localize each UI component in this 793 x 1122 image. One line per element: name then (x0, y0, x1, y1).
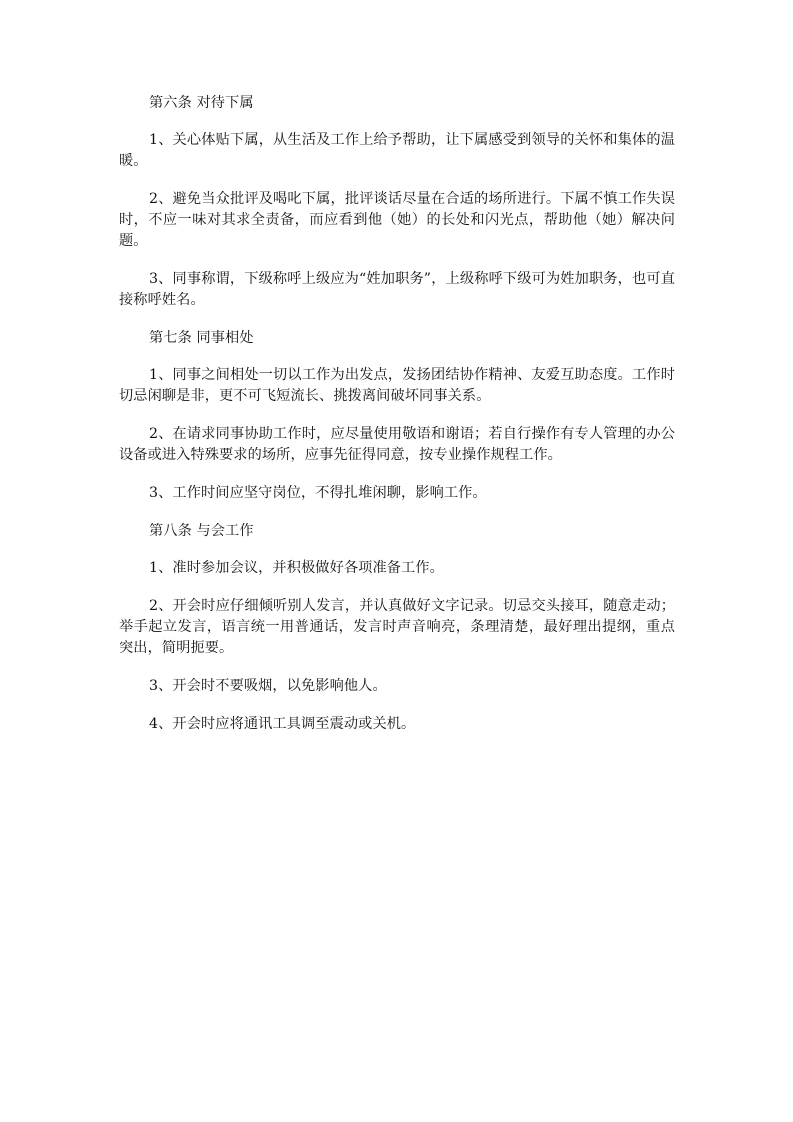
paragraph: 3、同事称谓，下级称呼上级应为“姓加职务”，上级称呼下级可为姓加职务，也可直接称呼姓名。 (119, 271, 675, 308)
paragraph: 1、同事之间相处一切以工作为出发点，发扬团结协作精神、友爱互助态度。工作时切忌闲聊是非，更不可飞短流长、挑拨离间破坏同事关系。 (119, 367, 675, 404)
paragraph: 3、开会时不要吸烟，以免影响他人。 (149, 678, 387, 694)
section-heading: 第六条 对待下属 (149, 95, 254, 111)
section-article-7 (119, 328, 675, 504)
section-article-8 (119, 521, 675, 735)
paragraph: 4、开会时应将通讯工具调至震动或关机。 (149, 716, 416, 732)
paragraph: 3、工作时间应坚守岗位，不得扎堆闲聊，影响工作。 (149, 485, 487, 501)
paragraph: 2、避免当众批评及喝叱下属，批评谈话尽量在合适的场所进行。下属不慎工作失误时，不应一味对其求全责备，而应看到他（她）的长处和闪光点，帮助他（她）解决问题。 (119, 191, 675, 249)
paragraph: 1、准时参加会议，并积极做好各项准备工作。 (149, 560, 444, 576)
paragraph: 2、在请求同事协助工作时，应尽量使用敬语和谢语；若自行操作有专人管理的办公设备或进入特殊要求的场所，应事先征得同意，按专业操作规程工作。 (119, 426, 675, 463)
section-heading: 第七条 同事相处 (149, 330, 254, 346)
paragraph: 1、关心体贴下属，从生活及工作上给予帮助，让下属感受到领导的关怀和集体的温暖。 (119, 132, 675, 169)
document-body (119, 93, 675, 752)
section-article-6 (119, 93, 675, 311)
paragraph: 2、开会时应仔细倾听别人发言，并认真做好文字记录。切忌交头接耳，随意走动；举手起立发言，语言统一用普通话，发言时声音响亮，条理清楚，最好理出提纲，重点突出，简明扼要。 (119, 598, 675, 656)
section-heading: 第八条 与会工作 (149, 523, 254, 539)
